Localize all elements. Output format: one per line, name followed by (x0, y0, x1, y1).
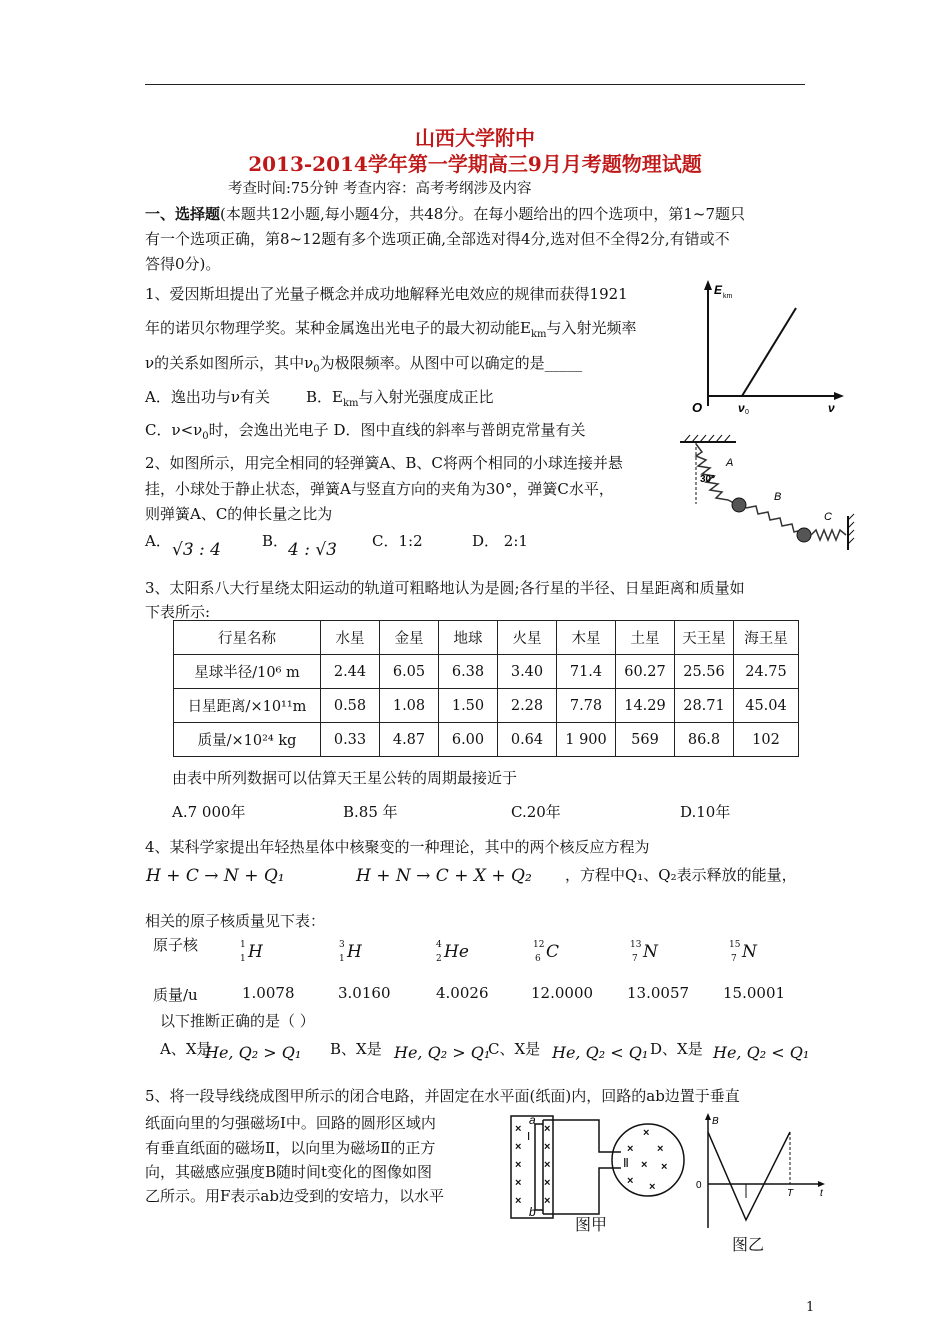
planet-table (173, 620, 799, 757)
table-cell: 1.08 (380, 689, 439, 723)
table-cell: 行星名称 (174, 621, 321, 655)
table-cell: 木星 (557, 621, 616, 655)
table-cell: 24.75 (734, 655, 799, 689)
q4-option-b-value: He, Q₂ > Q₁ (394, 1043, 491, 1062)
nuclide-row-label: 原子核 (153, 936, 199, 954)
q2-fig-label-a: A (726, 457, 734, 469)
q5-line1: 5、将一段导线绕成图甲所示的闭合电路，并固定在水平面(纸面)内，回路的ab边置于垂直 (145, 1087, 740, 1105)
nuclide-n13: 13 7 N (630, 940, 658, 964)
q1-fig-v0-sub: 0 (745, 409, 749, 416)
q4-option-c-value: He, Q₂ < Q₁ (552, 1043, 649, 1062)
table-cell: 1.50 (439, 689, 498, 723)
table-cell: 海王星 (734, 621, 799, 655)
table-row (174, 689, 799, 723)
mass-value: 13.0057 (627, 984, 690, 1002)
mass-row-label: 质量/u (153, 986, 198, 1004)
q4-question: 以下推断正确的是（ ） (160, 1012, 315, 1030)
mass-value: 4.0026 (436, 984, 489, 1002)
table-cell: 2.28 (498, 689, 557, 723)
q2-fig-angle: 30° (700, 474, 716, 485)
q4-option-c: C、X是 (488, 1040, 541, 1058)
q2-option-c: C．1:2 (372, 532, 423, 550)
mass-value: 12.0000 (531, 984, 594, 1002)
table-cell: 102 (734, 723, 799, 757)
q3-option-a: A.7 000年 (172, 803, 246, 821)
q1-fig-xlabel: ν (828, 401, 835, 415)
svg-text:×: × (544, 1195, 551, 1207)
table-cell: 土星 (616, 621, 675, 655)
q1-fig-v0: ν (738, 401, 745, 415)
section1-intro-2: 有一个选项正确，第8~12题有多个选项正确,全部选对得4分,选对但不全得2分,有错或不 (145, 230, 730, 248)
q2-option-b-value: 4 : √3 (288, 540, 337, 560)
svg-text:×: × (641, 1159, 648, 1171)
table-cell: 569 (616, 723, 675, 757)
nuclide-h3: 3 1 H (339, 940, 362, 964)
table-cell: 3.40 (498, 655, 557, 689)
top-rule (145, 84, 805, 85)
q2-option-a-value: √3 : 4 (172, 540, 221, 560)
table-cell: 1 900 (557, 723, 616, 757)
q1-fig-ylabel-sub: km (723, 293, 733, 300)
table-cell: 地球 (439, 621, 498, 655)
q4-option-b: B、X是 (330, 1040, 382, 1058)
table-cell: 水星 (321, 621, 380, 655)
q2-line3: 则弹簧A、C的伸长量之比为 (145, 505, 333, 523)
q2-line2: 挂，小球处于静止状态，弹簧A与竖直方向的夹角为30°，弹簧C水平， (145, 480, 614, 498)
q5-fig-label-i: Ⅰ (527, 1131, 531, 1143)
q2-figure (676, 434, 866, 554)
table-cell: 质量/×10²⁴ kg (174, 723, 321, 757)
school-title: 山西大学附中 (415, 126, 535, 150)
mass-value: 15.0001 (723, 984, 786, 1002)
q4-option-d-value: He, Q₂ < Q₁ (713, 1043, 810, 1062)
table-cell: 6.38 (439, 655, 498, 689)
q1-line1: 1、爱因斯坦提出了光量子概念并成功地解释光电效应的规律而获得1921 (145, 285, 628, 303)
q4-option-d: D、X是 (650, 1040, 703, 1058)
svg-text:×: × (627, 1143, 634, 1155)
q4-option-a-value: He, Q₂ > Q₁ (205, 1043, 302, 1062)
q2-fig-label-b: B (774, 491, 782, 503)
table-cell: 火星 (498, 621, 557, 655)
nuclide-h1: 1 1 H (240, 940, 263, 964)
q3-option-c: C.20年 (511, 803, 561, 821)
svg-text:×: × (544, 1123, 551, 1135)
svg-text:×: × (544, 1141, 551, 1153)
q2-line1: 2、如图所示，用完全相同的轻弹簧A、B、C将两个相同的小球连接并悬 (145, 454, 623, 472)
q1-fig-origin: O (692, 400, 703, 415)
q2-option-d: D． 2:1 (472, 532, 528, 550)
page-number: 1 (806, 1300, 815, 1315)
svg-text:×: × (515, 1159, 522, 1171)
table-cell: 60.27 (616, 655, 675, 689)
q1-options-ab: A．逸出功与ν有关 B．$E_{km}$与入射光强度成正比 (145, 388, 494, 409)
q5-caption-yi: 图乙 (732, 1235, 765, 1254)
svg-text:×: × (657, 1143, 664, 1155)
nuclide-n15: 15 7 N (729, 940, 757, 964)
q1-figure (688, 278, 848, 418)
svg-text:×: × (515, 1177, 522, 1189)
q5-line2: 纸面向里的匀强磁场Ⅰ中。回路的圆形区域内 (145, 1114, 436, 1132)
table-row (174, 655, 799, 689)
table-cell: 2.44 (321, 655, 380, 689)
table-cell: 25.56 (675, 655, 734, 689)
section1-intro: 一、选择题(本题共12小题,每小题4分，共48分。在每小题给出的四个选项中，第1~7题只 (145, 205, 746, 223)
q4-line1: 4、某科学家提出年轻热星体中核聚变的一种理论，其中的两个核反应方程为 (145, 838, 650, 856)
table-cell: 金星 (380, 621, 439, 655)
table-cell: 14.29 (616, 689, 675, 723)
q5-fig2-label-b: B (712, 1116, 719, 1127)
q3-line1: 3、太阳系八大行星绕太阳运动的轨道可粗略地认为是圆;各行星的半径、日星距离和质量如 (145, 579, 745, 597)
q5-fig2-label-t-period: T (787, 1188, 794, 1199)
table-cell: 28.71 (675, 689, 734, 723)
table-cell: 71.4 (557, 655, 616, 689)
section1-intro-3: 答得0分)。 (145, 255, 221, 273)
table-cell: 6.00 (439, 723, 498, 757)
q1-fig-ylabel: E (714, 283, 723, 297)
q4-option-a: A、X是 (160, 1040, 212, 1058)
q5-fig2-label-t: t (820, 1188, 823, 1199)
svg-text:×: × (661, 1161, 668, 1173)
q5-line5: 乙所示。用F表示ab边受到的安培力，以水平 (145, 1187, 444, 1205)
table-cell: 45.04 (734, 689, 799, 723)
q3-option-b: B.85 年 (343, 803, 398, 821)
exam-title: 2013-2014学年第一学期高三9月月考题物理试题 (248, 152, 702, 176)
q4-equation-note: ，方程中Q₁、Q₂表示释放的能量， (565, 866, 797, 884)
q4-line3: 相关的原子核质量见下表： (145, 912, 326, 930)
q2-option-b: B． (262, 532, 289, 550)
table-cell: 0.64 (498, 723, 557, 757)
svg-text:×: × (515, 1123, 522, 1135)
nuclide-he4: 4 2 He (436, 940, 469, 964)
q5-line3: 有垂直纸面的磁场Ⅱ，以向里为磁场Ⅱ的正方 (145, 1139, 436, 1157)
table-cell: 6.05 (380, 655, 439, 689)
table-cell: 日星距离/×10¹¹m (174, 689, 321, 723)
q5-caption-jia: 图甲 (575, 1215, 608, 1234)
q1-options-cd: C．$\nu<\nu_0$时，会逸出光电子 D．图中直线的斜率与普朗克常量有关 (145, 421, 586, 442)
q5-fig-label-a: a (529, 1113, 536, 1127)
q2-option-a: A． (145, 532, 171, 550)
exam-meta: 考查时间:75分钟 考查内容：高考考纲涉及内容 (228, 181, 532, 197)
svg-text:×: × (643, 1127, 650, 1139)
q5-line4: 向，其磁感应强度B随时间t变化的图像如图 (145, 1163, 433, 1181)
q5-fig-label-b: b (529, 1205, 536, 1219)
table-row (174, 621, 799, 655)
svg-text:×: × (515, 1195, 522, 1207)
q5-figure-yi (690, 1110, 830, 1235)
q5-fig2-label-origin: 0 (696, 1180, 702, 1191)
q3-line2: 下表所示: (145, 603, 211, 621)
table-cell: 0.33 (321, 723, 380, 757)
q2-fig-label-c: C (824, 511, 832, 523)
svg-text:×: × (515, 1141, 522, 1153)
nuclide-c12: 12 6 C (533, 940, 560, 964)
table-cell: 0.58 (321, 689, 380, 723)
q3-option-d: D.10年 (680, 803, 731, 821)
q4-equation-1: H + C → N + Q₁ (146, 866, 285, 886)
table-cell: 86.8 (675, 723, 734, 757)
svg-text:×: × (544, 1177, 551, 1189)
q4-equation-2: H + N → C + X + Q₂ (356, 866, 532, 886)
svg-text:×: × (627, 1175, 634, 1187)
q3-question: 由表中所列数据可以估算天王星公转的周期最接近于 (172, 769, 518, 787)
q1-line2: 年的诺贝尔物理学奖。某种金属逸出光电子的最大初动能$E_{km}$与入射光频率 (145, 319, 637, 340)
table-cell: 星球半径/10⁶ m (174, 655, 321, 689)
svg-text:×: × (649, 1181, 656, 1193)
table-row (174, 723, 799, 757)
table-cell: 天王星 (675, 621, 734, 655)
q5-fig-label-ii: Ⅱ (623, 1156, 629, 1170)
mass-value: 1.0078 (242, 984, 295, 1002)
mass-value: 3.0160 (338, 984, 391, 1002)
table-cell: 4.87 (380, 723, 439, 757)
svg-text:×: × (544, 1159, 551, 1171)
table-cell: 7.78 (557, 689, 616, 723)
q1-line3: ν的关系如图所示，其中$\nu_0$为极限频率。从图中可以确定的是_____ (145, 354, 583, 375)
